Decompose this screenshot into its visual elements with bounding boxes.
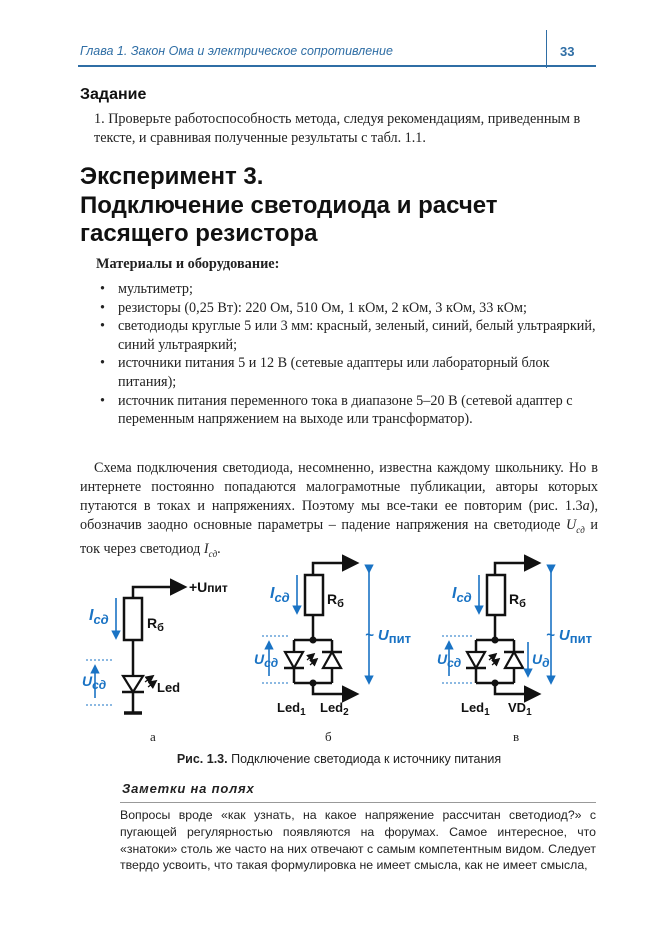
- label-led1: Led$_1$: [461, 700, 490, 718]
- list-item-text: резисторы (0,25 Вт): 220 Ом, 510 Ом, 1 кОм, 2 кОм, 3 кОм, 33 кОм;: [118, 299, 527, 316]
- bullet: •: [100, 318, 105, 335]
- bullet: •: [100, 392, 105, 409]
- notes-rule: [120, 802, 596, 803]
- paragraph-text-2: ), обозначив заодно основные параметры – падение напряжения на светодиоде: [80, 498, 598, 533]
- notes-heading: Заметки на полях: [122, 781, 255, 796]
- led-diode: [323, 652, 341, 668]
- paragraph-text-3: и ток через светодиод: [80, 517, 598, 557]
- label-rb: $R_б$: [327, 591, 344, 610]
- diode: [505, 652, 523, 668]
- notes-text: Вопросы вроде «как узнать, на какое напряжение рассчитан светодиод?» с пугающей регулярностью появляются на форумах. Самое интересное, что «знатоки» столь же часто на них отвечают с самым компетентным видом. Следует твердо усвоить, что такая формулировка не имеет смысла, как не имеет смысла,: [120, 808, 596, 873]
- label-isd: $I_{сд}$: [452, 585, 472, 605]
- label-tilde-upit: ~ Uпит: [365, 627, 411, 646]
- caption-label: Рис. 1.3.: [176, 752, 228, 766]
- task-heading: Задание: [80, 86, 147, 103]
- subscript-sd: сд: [208, 548, 218, 559]
- symbol-i: I: [203, 540, 209, 557]
- bullet: •: [100, 355, 105, 372]
- task-item: 1. Проверьте работоспособность метода, следуя рекомендациям, приведенным в тексте, и сравнивая полученные результаты с табл. 1.1.: [94, 111, 581, 146]
- resistor: [124, 598, 142, 640]
- chapter-title: Глава 1. Закон Ома и электрическое сопротивление: [80, 44, 393, 58]
- page-number: 33: [560, 44, 575, 59]
- list-item-text: светодиоды круглые 5 или 3 мм: красный, зеленый, синий, белый ультраяркий, синий ультраяркий;: [118, 318, 596, 353]
- wire: [313, 683, 356, 694]
- emission-arrow: [489, 654, 496, 660]
- led-diode: [123, 676, 143, 692]
- paragraph-end: .: [217, 540, 221, 557]
- circuit-b: [262, 563, 369, 694]
- label-led2: Led$_2$: [320, 700, 349, 718]
- wire: [313, 563, 356, 575]
- label-isd: $I_{сд}$: [89, 607, 109, 627]
- label-rb: $R_б$: [147, 615, 164, 634]
- label-usd: Uсд: [437, 651, 462, 670]
- emission-arrow: [492, 659, 499, 665]
- emission-arrow: [145, 676, 153, 682]
- caption-text: Подключение светодиода к источнику питания: [227, 752, 502, 766]
- panel-label-a: а: [150, 729, 156, 744]
- label-led1: Led$_1$: [277, 700, 306, 718]
- panel-label-v: в: [513, 729, 520, 744]
- figure-ref-a: а: [582, 498, 590, 514]
- led-diode: [467, 652, 485, 668]
- label-isd: $I_{сд}$: [270, 585, 290, 605]
- label-plus-upit: +Uпит: [189, 579, 228, 595]
- bullet: •: [100, 299, 105, 316]
- junction: [492, 637, 499, 644]
- panel-label-b: б: [325, 729, 332, 744]
- list-item-text: источник питания переменного тока в диапазоне 5–20 В (сетевой адаптер с переменным напряжением на выходе или трансформатор).: [118, 392, 573, 428]
- materials-heading: Материалы и оборудование:: [96, 256, 280, 272]
- emission-arrow: [310, 659, 317, 665]
- wire: [133, 587, 184, 598]
- list-item-text: мультиметр;: [118, 281, 193, 297]
- emission-arrow: [307, 654, 314, 660]
- label-tilde-upit: ~ Uпит: [546, 627, 592, 646]
- experiment-heading-line1: Эксперимент 3.: [80, 163, 264, 190]
- figure-caption: [80, 752, 598, 766]
- experiment-heading-line3: гасящего резистора: [80, 220, 318, 247]
- emission-arrow: [148, 681, 156, 687]
- bullet: •: [100, 281, 105, 297]
- label-vd1: $VD_1$: [508, 700, 532, 718]
- symbol-u: U: [566, 517, 577, 533]
- circuit-v: [442, 563, 551, 694]
- label-usd: Uсд: [82, 673, 107, 692]
- wire: [495, 683, 538, 694]
- paragraph-text-1: Схема подключения светодиода, несомненно, известна каждому школьнику. Но в интернете постоянно попадаются малограмотные публикации, авторы которых путаются в токах и напряжениях. Поэтому мы все-таки ее повторим (рис. 1.3: [80, 460, 598, 514]
- led-diode: [285, 652, 303, 668]
- label-ud: Uд: [532, 651, 550, 670]
- junction: [310, 637, 317, 644]
- list-item-text: источники питания 5 и 12 В (сетевые адаптеры или лабораторный блок питания);: [118, 355, 550, 390]
- label-usd: Uсд: [254, 651, 279, 670]
- resistor: [487, 575, 505, 615]
- subscript-sd: сд: [576, 524, 585, 535]
- label-rb: $R_б$: [509, 591, 526, 610]
- wire: [495, 563, 538, 575]
- resistor: [305, 575, 323, 615]
- experiment-heading-line2: Подключение светодиода и расчет: [80, 191, 498, 219]
- label-led: Led: [157, 680, 181, 695]
